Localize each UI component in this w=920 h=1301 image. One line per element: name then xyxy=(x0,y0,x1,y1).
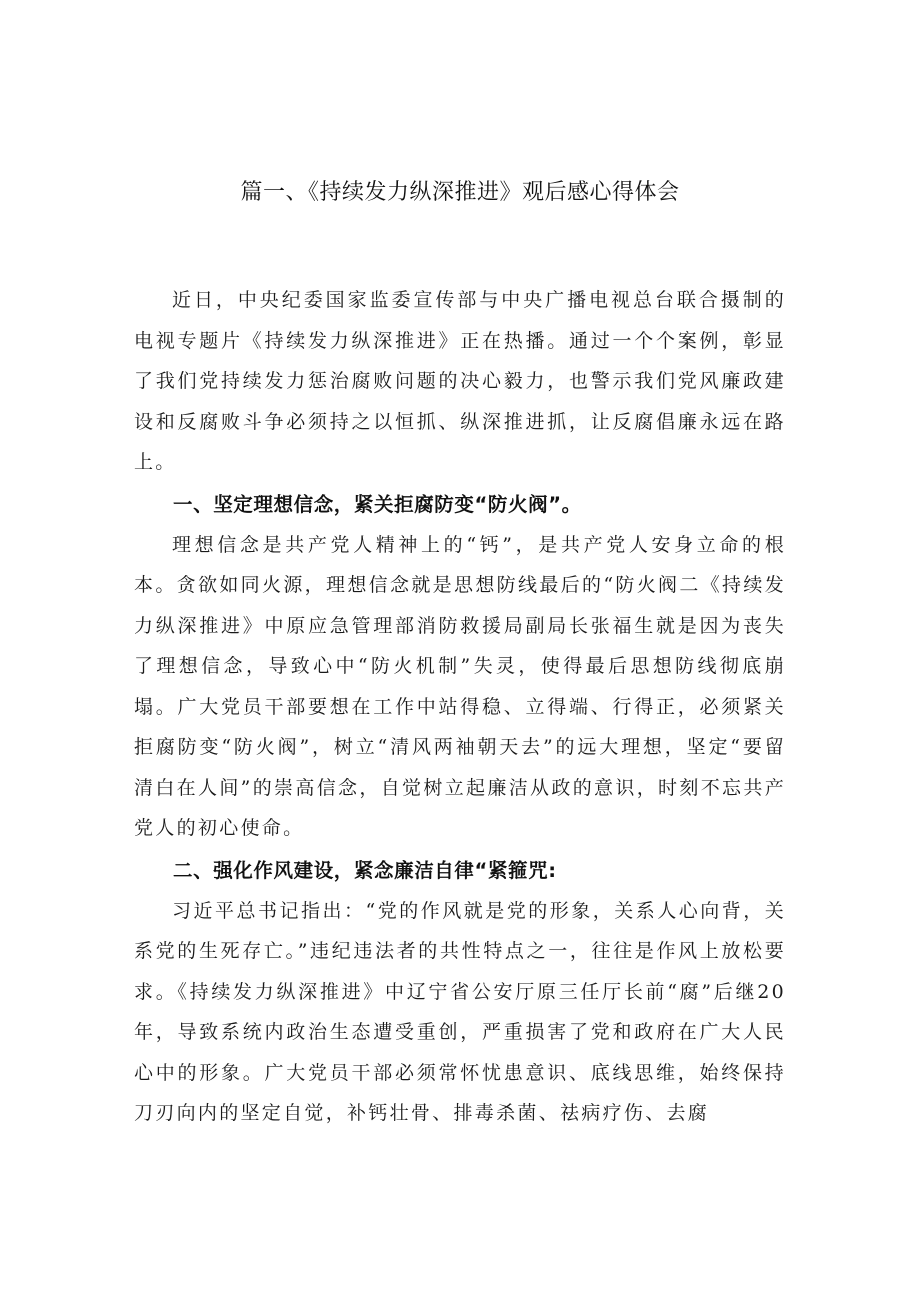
section-heading-1: 一、坚定理想信念，紧关拒腐防变“防火阀”。 xyxy=(173,492,582,516)
section-paragraph-2: 习近平总书记指出：“党的作风就是党的形象，关系人心向背，关系党的生死存亡。”违纪违法者的共性特点之一，往往是作风上放松要求。《持续发力纵深推进》中辽宁省公安厅原三任厅长前“腐”后继20年，导致系统内政治生态遭受重创，严重损害了党和政府在广大人民心中的形象。广大党员干部必须常怀忧患意识、底线思维，始终保持刀刃向内的坚定自觉，补钙壮骨、排毒杀菌、祛病疗伤、去腐 xyxy=(134,899,786,1124)
document-title: 篇一、《持续发力纵深推进》观后感心得体会 xyxy=(240,180,680,205)
document-body xyxy=(134,280,786,1134)
section-paragraph-1: 理想信念是共产党人精神上的“钙”，是共产党人安身立命的根本。贪欲如同火源，理想信念就是思想防线最后的“防火阀二《持续发力纵深推进》中原应急管理部消防救援局副局长张福生就是因为丧失了理想信念，导致心中“防火机制”失灵，使得最后思想防线彻底崩塌。广大党员干部要想在工作中站得稳、立得端、行得正，必须紧关拒腐防变“防火阀”，树立“清风两袖朝天去”的远大理想，坚定“要留清白在人间”的崇高信念，自觉树立起廉洁从政的意识，时刻不忘共产党人的初心使命。 xyxy=(134,533,786,839)
intro-paragraph: 近日，中央纪委国家监委宣传部与中央广播电视总台联合摄制的电视专题片《持续发力纵深推进》正在热播。通过一个个案例，彰显了我们党持续发力惩治腐败问题的决心毅力，也警示我们党风廉政建设和反腐败斗争必须持之以恒抓、纵深推进抓，让反腐倡廉永远在路上。 xyxy=(134,289,786,473)
section-heading-2: 二、强化作风建设，紧念廉洁自律“紧箍咒: xyxy=(173,858,557,882)
